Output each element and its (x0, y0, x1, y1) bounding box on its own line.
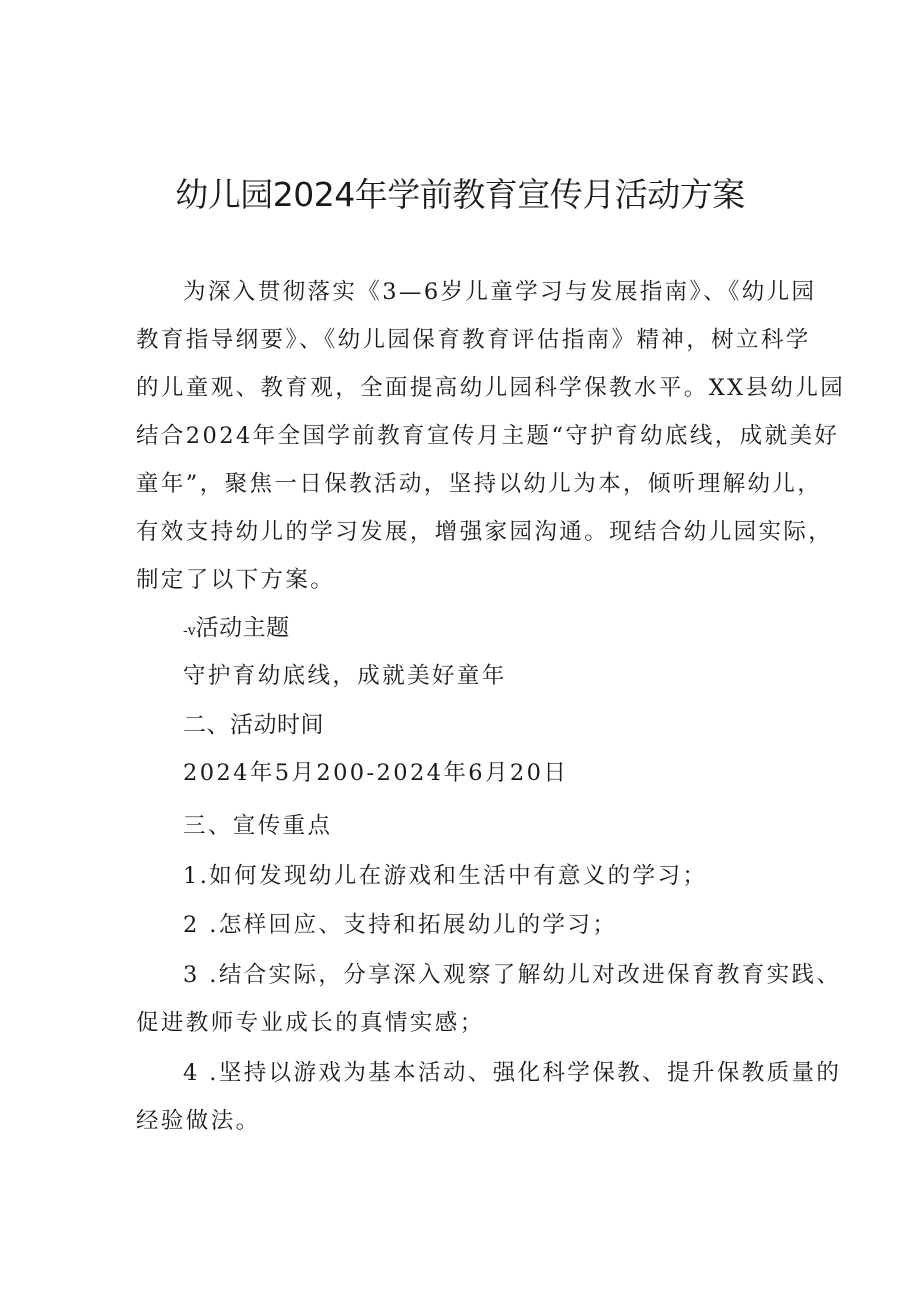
section-3-heading: 三、宣传重点 (183, 813, 333, 839)
section-1-marker: -v (183, 623, 196, 639)
document-title: 幼儿园2024年学前教育宣传月活动方案 (175, 175, 745, 214)
list-item-continuation: 经验做法。 (136, 1108, 261, 1134)
section-1-heading (183, 608, 290, 648)
intro-line: 制定了以下方案。 (136, 567, 336, 593)
list-item: 3 .结合实际，分享深入观察了解幼儿对改进保育教育实践、 (183, 962, 842, 988)
section-1-content: 守护育幼底线，成就美好童年 (183, 663, 507, 689)
intro-line: 有效支持幼儿的学习发展，增强家园沟通。现结合幼儿园实际， (136, 519, 834, 545)
list-item: 1.如何发现幼儿在游戏和生活中有意义的学习； (183, 863, 708, 889)
intro-line: 童年”，聚焦一日保教活动，坚持以幼儿为本，倾听理解幼儿， (136, 471, 823, 497)
intro-line: 的儿童观、教育观，全面提高幼儿园科学保教水平。XX县幼儿园 (136, 375, 846, 401)
section-2-content: 2024年5月200-2024年6月20日 (183, 760, 569, 786)
list-item: 4 .坚持以游戏为基本活动、强化科学保教、提升保教质量的 (183, 1060, 842, 1086)
intro-line: 教育指导纲要》、《幼儿园保育教育评估指南》精神，树立科学 (136, 327, 811, 353)
intro-line: 结合2024年全国学前教育宣传月主题“守护育幼底线，成就美好 (136, 423, 840, 449)
list-item: 2 .怎样回应、支持和拓展幼儿的学习； (183, 912, 618, 938)
intro-line: 为深入贯彻落实《3—6岁儿童学习与发展指南》、《幼儿园 (183, 279, 817, 305)
section-2-heading: 二、活动时间 (183, 712, 324, 738)
list-item-continuation: 促进教师专业成长的真情实感； (136, 1010, 485, 1036)
section-1-heading-text: 活动主题 (195, 615, 290, 641)
